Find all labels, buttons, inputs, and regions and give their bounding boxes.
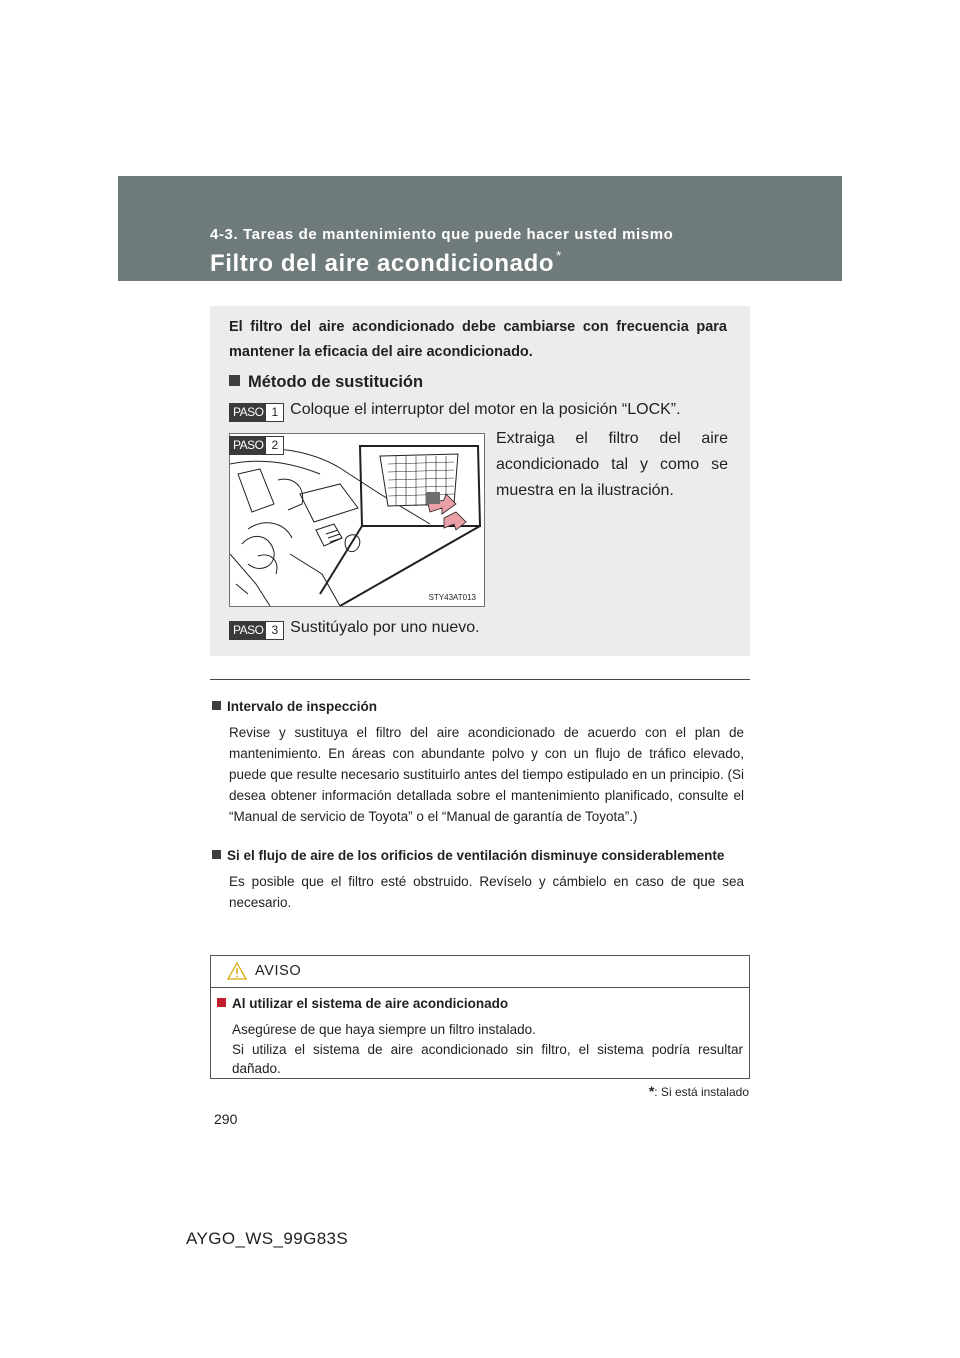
procedure-intro: El filtro del aire acondicionado debe cambiarse con frecuencia para mantener la eficacia del aire acondicionado. <box>229 319 727 360</box>
header-band <box>118 176 842 281</box>
step-number: 1 <box>266 404 283 421</box>
page-title-text: Filtro del aire acondicionado <box>210 250 555 277</box>
step-3-badge <box>229 621 284 640</box>
step-number: 2 <box>266 437 283 454</box>
page-title-asterisk: * <box>556 248 562 263</box>
section-title: 4-3. Tareas de mantenimiento que puede hacer usted mismo <box>210 226 674 243</box>
page-number: 290 <box>214 1111 238 1127</box>
method-heading-text: Método de sustitución <box>248 373 424 391</box>
info-body: Revise y sustituya el filtro del aire acondicionado de acuerdo con el plan de mantenimiento. En áreas con abundante polvo y con un flujo de tráfico elevado, puede que resulte necesario sustituirlo antes del tiempo estipulado en un principio. (Si desea obtener información detallada sobre el mantenimiento planificado, consulte el “Manual de servicio de Toyota” o el “Manual de garantía de Toyota”.) <box>229 725 744 824</box>
step-number: 3 <box>266 622 283 639</box>
warning-box <box>210 955 750 1079</box>
warning-title <box>217 994 749 1014</box>
footnote-text: : Si está instalado <box>654 1085 749 1099</box>
illustration-code: STY43AT013 <box>428 593 476 602</box>
glovebox-filter-illustration <box>229 433 485 607</box>
warning-body <box>211 988 749 1079</box>
bullet-square-icon <box>212 701 221 710</box>
section-divider <box>210 679 750 680</box>
bullet-square-icon <box>229 375 240 386</box>
step-1-badge <box>229 403 284 422</box>
method-heading <box>229 373 423 392</box>
step-2-badge-wrap <box>229 434 290 455</box>
info-heading <box>212 846 744 866</box>
warning-triangle-icon <box>227 962 247 980</box>
dashboard-illustration-icon <box>230 434 484 606</box>
document-code: AYGO_WS_99G83S <box>186 1229 349 1248</box>
warning-title-text: Al utilizar el sistema de aire acondicionado <box>232 996 509 1011</box>
info-airflow-decrease <box>212 846 744 913</box>
step-2-badge <box>229 436 284 455</box>
step-3 <box>229 619 480 640</box>
step-2-text: Extraiga el filtro del aire acondicionado tal y como se muestra en la ilustración. <box>496 430 728 499</box>
step-3-text: Sustitúyalo por uno nuevo. <box>290 619 480 636</box>
step-1 <box>229 401 681 422</box>
bullet-square-icon <box>212 850 221 859</box>
info-inspection-interval <box>212 697 744 827</box>
warning-line-1: Asegúrese de que haya siempre un filtro instalado. <box>232 1022 536 1037</box>
warning-text <box>232 1020 743 1079</box>
info-heading-text: Si el flujo de aire de los orificios de ventilación disminuye considerablemente <box>227 848 725 863</box>
info-heading <box>212 697 744 717</box>
procedure-box <box>210 306 750 656</box>
step-word: PASO <box>230 437 266 454</box>
info-body: Es posible que el filtro esté obstruido. Revíselo y cámbielo en caso de que sea necesario. <box>229 874 744 910</box>
warning-line-2: Si utiliza el sistema de aire acondicionado sin filtro, el sistema podría resultar dañado. <box>232 1041 743 1076</box>
warning-label: AVISO <box>255 963 302 979</box>
step-word: PASO <box>230 404 266 421</box>
footnote <box>649 1083 749 1099</box>
info-heading-text: Intervalo de inspección <box>227 699 378 714</box>
step-1-text: Coloque el interruptor del motor en la posición “LOCK”. <box>290 401 681 418</box>
footnote-mark: * <box>648 1083 655 1099</box>
step-word: PASO <box>230 622 266 639</box>
bullet-square-icon <box>217 998 226 1007</box>
page-title <box>210 248 562 278</box>
warning-header <box>211 956 749 988</box>
